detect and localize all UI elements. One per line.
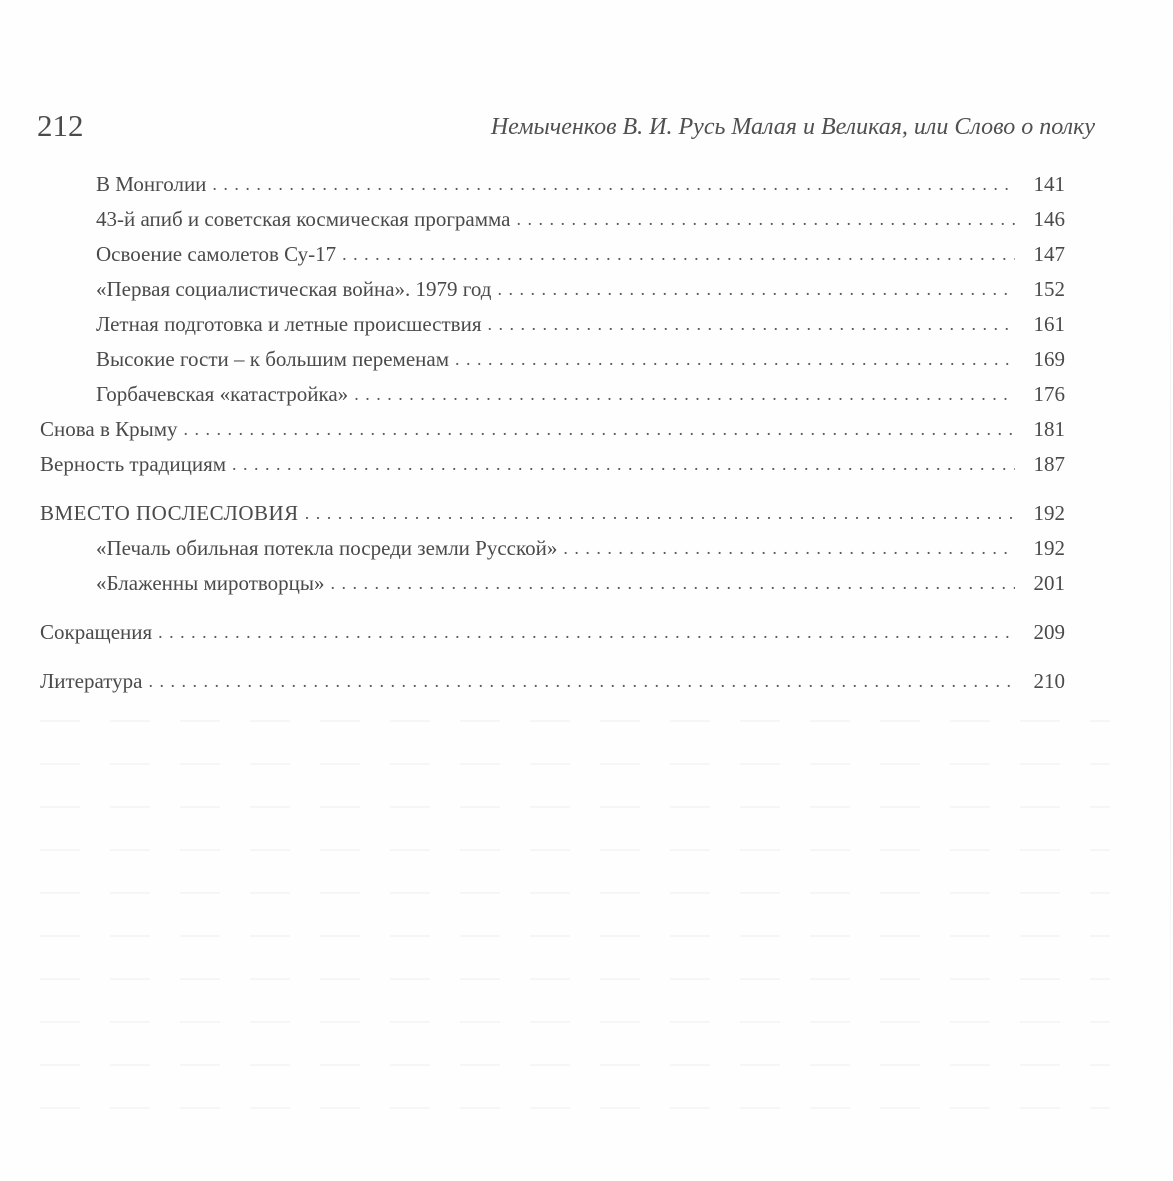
toc-entry-title: Литература — [40, 669, 143, 693]
toc-entry-page: 210 — [1033, 669, 1065, 693]
toc-entry-title: «Первая социалистическая война». 1979 год — [96, 277, 492, 301]
toc-entry-title: ВМЕСТО ПОСЛЕСЛОВИЯ — [40, 501, 299, 525]
paper-bleed-through — [40, 720, 1110, 1160]
dot-leader — [184, 419, 1015, 440]
page-edge-shadow — [1170, 120, 1171, 1120]
toc-entry — [40, 312, 1065, 347]
dot-leader — [212, 174, 1015, 195]
toc-entry-title: «Блаженны миротворцы» — [96, 571, 325, 595]
toc-entry-page: 192 — [1033, 536, 1065, 560]
dot-leader — [563, 538, 1015, 559]
toc-entry-title: В Монголии — [96, 172, 207, 196]
toc-entry-title: Освоение самолетов Су-17 — [96, 242, 337, 266]
toc-entry-title: Сокращения — [40, 620, 153, 644]
toc-entry — [40, 452, 1065, 487]
toc-entry-page: 209 — [1033, 620, 1065, 644]
toc-entry — [40, 669, 1065, 704]
toc-entry — [40, 536, 1065, 571]
toc-entry-page: 147 — [1033, 242, 1065, 266]
running-head — [37, 108, 1095, 148]
dot-leader — [331, 573, 1015, 594]
toc-entry — [40, 347, 1065, 382]
toc-entry-page: 141 — [1033, 172, 1065, 196]
toc-entry-page: 146 — [1033, 207, 1065, 231]
toc-entry — [40, 571, 1065, 606]
toc-entry-page: 192 — [1033, 501, 1065, 525]
toc-entry-title: Верность традициям — [40, 452, 227, 476]
toc-section-heading — [40, 501, 1065, 536]
toc-entry — [40, 620, 1065, 655]
toc-entry-title: Высокие гости – к большим переменам — [96, 347, 450, 371]
dot-leader — [342, 244, 1015, 265]
toc-entry — [40, 207, 1065, 242]
toc-entry-title: «Печаль обильная потекла посреди земли Русской» — [96, 536, 558, 560]
dot-leader — [305, 503, 1015, 524]
toc-entry — [40, 277, 1065, 312]
toc-entry-title: Летная подготовка и летные происшествия — [96, 312, 482, 336]
table-of-contents — [40, 172, 1065, 704]
dot-leader — [455, 349, 1015, 370]
toc-entry-page: 161 — [1033, 312, 1065, 336]
running-title: Немыченков В. И. Русь Малая и Великая, или Слово о полку — [490, 114, 1095, 140]
dot-leader — [487, 314, 1015, 335]
dot-leader — [517, 209, 1015, 230]
toc-entry — [40, 382, 1065, 417]
toc-entry-page: 201 — [1033, 571, 1065, 595]
dot-leader — [497, 279, 1015, 300]
dot-leader — [148, 671, 1015, 692]
dot-leader — [354, 384, 1015, 405]
dot-leader — [158, 622, 1015, 643]
toc-entry-title: Горбачевская «катастройка» — [96, 382, 349, 406]
toc-entry-title: 43-й апиб и советская космическая программа — [96, 207, 511, 231]
toc-entry-page: 187 — [1033, 452, 1065, 476]
toc-entry-page: 152 — [1033, 277, 1065, 301]
page-number: 212 — [37, 108, 84, 143]
toc-entry-title: Снова в Крыму — [40, 417, 178, 441]
toc-entry — [40, 417, 1065, 452]
toc-entry-page: 176 — [1033, 382, 1065, 406]
toc-entry-page: 169 — [1033, 347, 1065, 371]
toc-entry — [40, 242, 1065, 277]
toc-entry-page: 181 — [1033, 417, 1065, 441]
dot-leader — [232, 454, 1015, 475]
toc-entry — [40, 172, 1065, 207]
